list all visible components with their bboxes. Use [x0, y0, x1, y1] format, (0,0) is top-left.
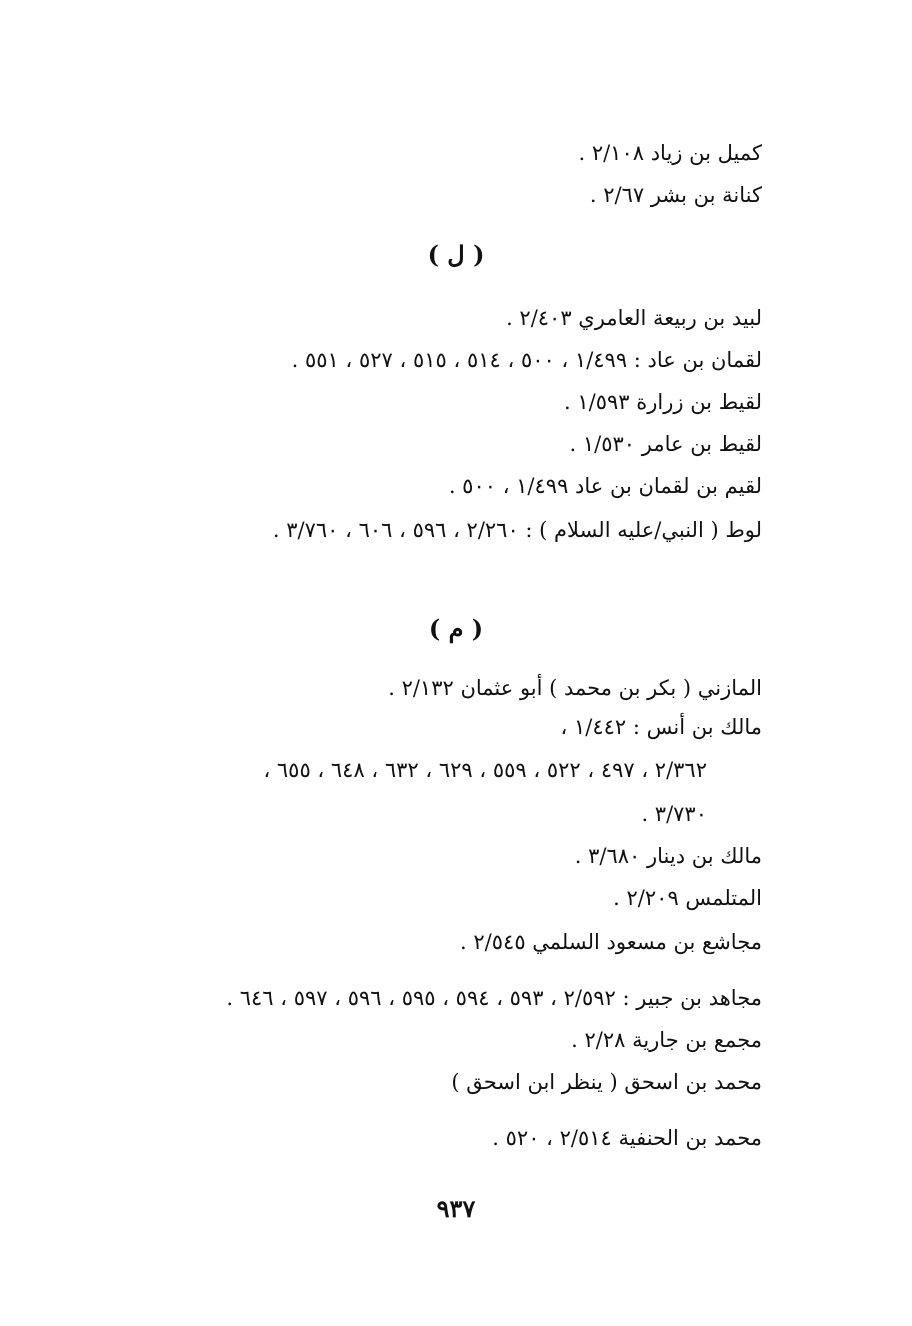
index-entry: كميل بن زياد ٢/١٠٨ . — [578, 141, 762, 165]
index-entry: مجمع بن جارية ٢/٢٨ . — [571, 1028, 762, 1052]
index-entry: لوط ( النبي/عليه السلام ) : ٢/٢٦٠ ، ٥٩٦ ، ٦٠٦ ، ٣/٧٦٠ . — [272, 518, 762, 542]
index-entry: لقيط بن زرارة ١/٥٩٣ . — [564, 390, 762, 414]
index-entry: المازني ( بكر بن محمد ) أبو عثمان ٢/١٣٢ . — [388, 676, 762, 700]
index-entry-continuation: ٣/٧٣٠ . — [641, 802, 707, 826]
index-entry: لقمان بن عاد : ١/٤٩٩ ، ٥٠٠ ، ٥١٤ ، ٥١٥ ، ٥٢٧ ، ٥٥١ . — [291, 348, 762, 372]
section-heading-lam: ( ل ) — [427, 240, 485, 269]
index-entry: محمد بن الحنفية ٢/٥١٤ ، ٥٢٠ . — [492, 1126, 762, 1150]
index-entry-continuation: ٢/٣٦٢ ، ٤٩٧ ، ٥٢٢ ، ٥٥٩ ، ٦٢٩ ، ٦٣٢ ، ٦٤٨ ، ٦٥٥ ، — [263, 758, 707, 782]
index-entry: لقيط بن عامر ١/٥٣٠ . — [569, 432, 762, 456]
index-entry: المتلمس ٢/٢٠٩ . — [613, 886, 762, 910]
index-entry: محمد بن اسحق ( ينظر ابن اسحق ) — [451, 1070, 762, 1094]
page-number: ٩٣٧ — [436, 1194, 476, 1223]
index-entry: مالك بن دينار ٣/٦٨٠ . — [574, 844, 762, 868]
index-entry: مالك بن أنس : ١/٤٤٢ ، — [560, 715, 762, 739]
section-heading-mim: ( م ) — [428, 614, 484, 643]
index-entry: لقيم بن لقمان بن عاد ١/٤٩٩ ، ٥٠٠ . — [448, 474, 762, 498]
index-entry: لبيد بن ربيعة العامري ٢/٤٠٣ . — [506, 306, 762, 330]
index-entry: مجاهد بن جبير : ٢/٥٩٢ ، ٥٩٣ ، ٥٩٤ ، ٥٩٥ ، ٥٩٦ ، ٥٩٧ ، ٦٤٦ . — [226, 986, 762, 1010]
index-entry: مجاشع بن مسعود السلمي ٢/٥٤٥ . — [460, 930, 762, 954]
index-entry: كنانة بن بشر ٢/٦٧ . — [589, 183, 762, 207]
